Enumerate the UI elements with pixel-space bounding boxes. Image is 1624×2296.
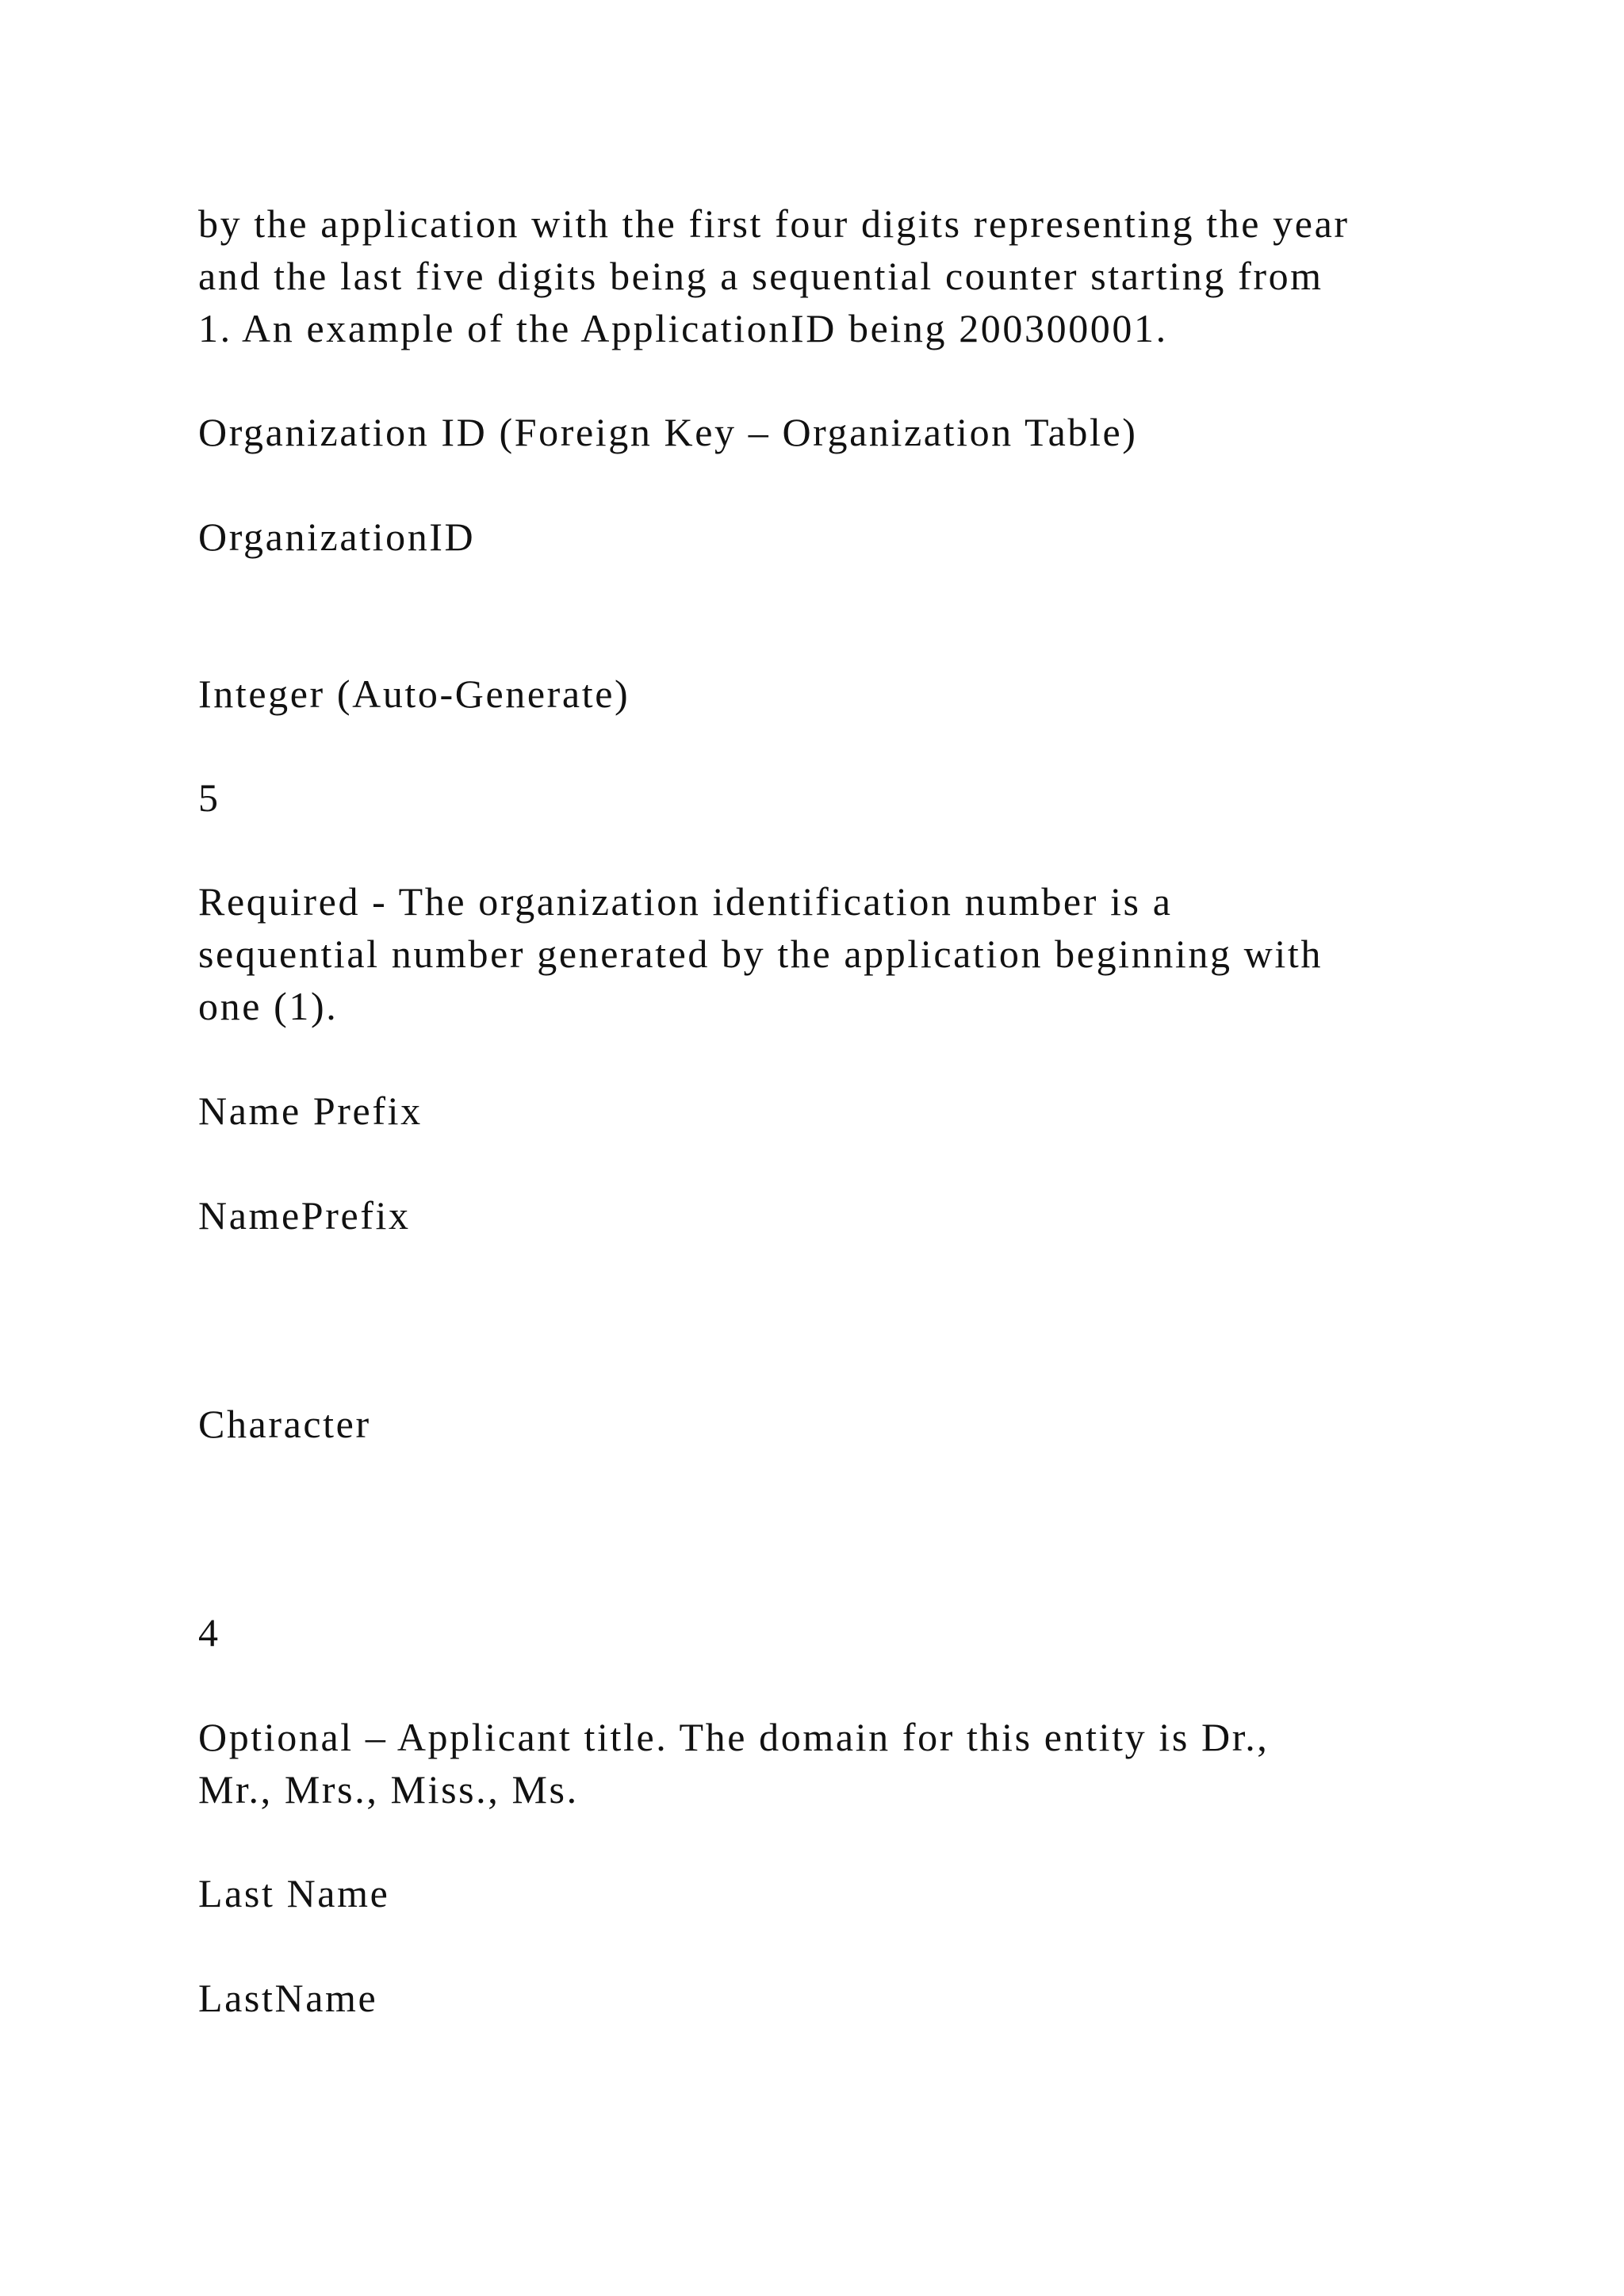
name-prefix-data-type: Character [198,1402,371,1446]
organization-id-label: Organization ID (Foreign Key – Organization Table) [198,410,1138,454]
name-prefix-description-line-2: Mr., Mrs., Miss., Ms. [198,1767,579,1812]
intro-line-2: and the last five digits being a sequential counter starting from [198,254,1323,298]
intro-line-3: 1. An example of the ApplicationID being 200300001. [198,306,1168,350]
last-name-field-name: LastName [198,1976,378,2020]
name-prefix-description-line-1: Optional – Applicant title. The domain for this entity is Dr., [198,1715,1270,1759]
name-prefix-label: Name Prefix [198,1089,423,1133]
organization-id-description-line-1: Required - The organization identification number is a [198,879,1173,924]
organization-id-description-line-3: one (1). [198,984,339,1028]
name-prefix-field-name: NamePrefix [198,1193,411,1238]
name-prefix-size: 4 [198,1610,220,1655]
organization-id-data-type: Integer (Auto-Generate) [198,672,630,716]
intro-line-1: by the application with the first four digits representing the year [198,201,1350,246]
organization-id-description-line-2: sequential number generated by the application beginning with [198,932,1323,976]
organization-id-field-name: OrganizationID [198,515,476,559]
last-name-label: Last Name [198,1871,390,1915]
organization-id-size: 5 [198,775,220,820]
